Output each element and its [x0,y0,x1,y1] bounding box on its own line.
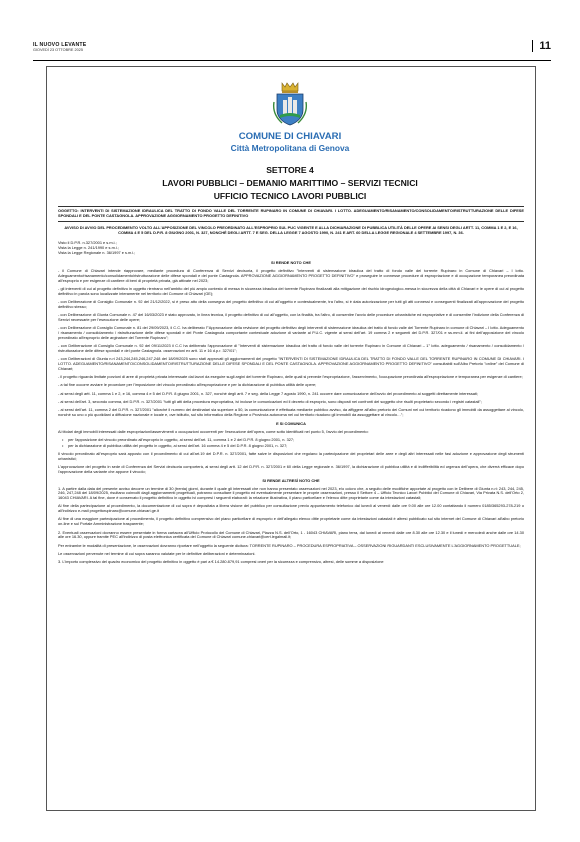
comunica-heading: E SI COMUNICA [276,420,306,426]
premise-paragraph: - con Deliberazione di Consiglio Comunale n. 92 del 21/12/2022, si è preso atto della consegna del progetto definitivo di cui all'oggetto e contestualmente, tra l'altro, si è data autorizzazione per tutti gli atti connessi e conseguenti finalizzati all'approvazione del progetto definitivo stesso; [58,299,524,310]
comunica-intro: Ai titolari degli immobili interessati dalle espropriazioni/asservimenti o occupazioni occorrenti per l'esecuzione dell'opera, come sotto identificati nel punto 5, l'avvio del procedimento: [58,428,369,434]
premise-paragraph: - con Deliberazione di Giunta Comunale n. 47 del 16/03/2023 è stato approvato, in linea tecnica, il progetto definitivo di cui all'oggetto, con la finalità, tra l'altro, di consentire l'avvio delle procedure urbanistiche ed espropriative e di consentire l'indizione della Conferenza di Servizi necessarie per l'esecuzione delle opere; [58,312,524,323]
masthead [33,42,551,66]
avviso-paragraph: AVVISO DI AVVIO DEL PROCEDIMENTO VOLTO ALL'APPOSIZIONE DEL VINCOLO PREORDINATO ALL'ESPROPRIO SUL PUC VIGENTE E ALLA DICHIARAZIONE DI PUBBLICA UTILITÀ DELLE OPERE AI SENSI DEGLI ARTT. 11, COMMA 1 E 2, E 16, COMMA 4 E 5 DEL D.P.R. 8 GIUGNO 2001, N. 327, NONCHÉ DEGLI ARTT. 7 E SEG. DELLA LEGGE 7 AGOSTO 1990, N. 241 E ART. 60 DELLA LEGGE REGIONALE 4 SETTEMBRE 1997, N. 36. [64,224,518,235]
notice-body [58,206,524,568]
citta-metropolitana: Città Metropolitana di Genova [230,143,350,153]
comunica-list [62,438,524,449]
premise-paragraph: - con Deliberazioni di Giunta n.ri 243,244,245,246,247,248 del 18/09/2025 sono stati approvati gli aggiornamenti del progetto "INTERVENTI DI SISTEMAZIONE IDRAULICA DEL TRATTO DI FONDO VALLE DEL TORRENTE RUPINARO IN COMUNE DI CHIAVARI. I LOTTO. ADEGUAMENTO/RISANAMENTO/CONSOLIDAMENTO/RISTRUTTURAZIONE DELLE DIFESE SPONDALI E DEL PONTE CASTAGNOLA. APPROVAZIONE AGGIORNAMENTO PROGETTO DEFINITIVO" consultabili sull'Albo Pretorio "online" del Comune di Chiavari; [58,356,524,372]
list-item: • per la dichiarazione di pubblica utilità del progetto in oggetto, ai sensi dell'art. 16 comma 4 e 5 del D.P.R. 8 giugno 2001, n. 327; [62,444,524,449]
settore-heading: SETTORE 4 [266,165,314,175]
premise-paragraph: - il Comune di Chiavari intende riapprovare, mediante procedura di Conferenza di Servizi decisoria, il progetto definitivo "Interventi di sistemazione idraulica del tratto di fondo valle del torrente Rupinaro in Comune di Chiavari – I lotto. Adeguamento/risanamento/consolidamento/ristrutturazione delle difese spondali e del ponte Castagnola. APPROVAZIONE AGGIORNAMENTO PROGETTO DEFINITIVO" e proseguire le connesse procedure di espropriazione e di occupazione temporanea preordinata all'esproprio e per esigenze di cantiere di beni di proprietà privata, già attivate nel 2023; [58,268,524,284]
premise-paragraph: - ai sensi dell'art. 11, comma 2 del D.P.R. n. 327/2001 "allorché il numero dei destinatari sia superiore a 50, la comunicazione è effettuata mediante pubblico avviso, da affiggere all'albo pretorio dei Comuni nel cui territorio ricadono gli immobili da assoggettare al vincolo, nonché su uno o più quotidiani a diffusione nazionale e locale e, ove istituito, sul sito informatico della Regione o Provincia autonoma nel cui territorio ricadono gli immobili da assoggettare al vincolo…"; [58,406,524,417]
page-number: 11 [532,40,551,52]
coat-of-arms-icon [272,80,308,127]
premise-paragraph: - ai sensi dell'art. 3, secondo comma, del D.P.R. n. 327/2001 "tutti gli atti della procedura espropriativa, ivi incluse le comunicazioni ed il decreto di esproprio, sono disposti nei confronti del soggetto che risulti proprietario secondo i registri catastali"; [58,398,482,404]
lavori-heading: LAVORI PUBBLICI – DEMANIO MARITTIMO – SERVIZI TECNICI [162,178,418,188]
visto-line: Vista la Legge n. 241/1990 e s.m.i.; [58,244,119,250]
ufficio-heading: UFFICIO TECNICO LAVORI PUBBLICI [213,191,367,201]
premise-paragraph: - a tal fine occorre avviare le procedure per l'imposizione del vincolo preordinato all'espropriazione e per la dichiarazione di pubblica utilità delle opere; [58,382,317,388]
visto-line: Vista la Legge Regionale n. 36/1997 e s.m.i.; [58,249,136,255]
point-paragraph: Le osservazioni pervenute nel termine di cui sopra saranno valutate per le definitive deliberazioni e determinazioni. [58,550,256,556]
point-paragraph: Per entrambe le modalità di presentazione, le osservazioni dovranno riportare nell'oggetto la seguente dicitura: TORRENTE RUPINARO – PROCEDURA ESPROPRIATIVA – OSSERVAZIONI RIGUARDANTI ESCLUSIVAMENTE L'AGGIORNAMENTO PROGETTUALE; [58,542,521,548]
point-paragraph: 3. L'importo complessivo del quadro economico del progetto definitivo in oggetto è pari a € 14.280.879,91 compresi oneri per la sicurezza e comprensivo, altresì, delle somme a disposizione [58,558,384,564]
list-item: • per l'apposizione del vincolo preordinato all'esproprio in oggetto, ai sensi dell'art. 11, comma 1 e 2 del D.P.R. 8 giugno 2001, n. 327; [62,438,524,443]
issue-date: GIOVEDÌ 23 OTTOBRE 2025 [33,48,83,52]
premise-paragraph: - ai sensi degli artt. 11, comma 1 e 2, e 16, comma 4 e 5 del D.P.R. 8 giugno 2001, n. 327, nonché degli artt. 7 e seg. della Legge 7 agosto 1990, n. 241 occorre dare comunicazione dell'avvio del procedimento ai soggetti direttamente interessati; [58,390,478,396]
premise-paragraph: - il progetto riguarda limitate porzioni di aree di proprietà privata interessate dai lavori da eseguire sugli argini del torrente Rupinaro, delle quali si prevede l'espropriazione, l'asservimento, l'occupazione preordinata all'espropriazione e temporanea per esigenze di cantiere; [58,374,523,380]
rende-noto-heading: SI RENDE NOTO CHE [271,260,311,266]
premise-paragraph: - con Deliberazione di Consiglio Comunale n. 81 del 29/09/2023, il C.C. ha deliberato l'"Approvazione della revisione del progetto definitivo degli interventi di sistemazione idraulica del tratto di fondo valle del Torrente Rupinaro in comune di Chiavari – I lotto. Adeguamento / risanamento / consolidamento / ristrutturazione delle difese spondali e del Ponte Castagnola comportante contestuale adozione di variante al P.U.C. vigente ai sensi dell'art. 19 comma 2 e seguenti del D.P.R. 327/01 e ss.mm.ii. ai fini dell'apposizione del vincolo preordinato all'esproprio delle arginature del Torrente Rupinaro"; [58,325,524,341]
masthead-rule [33,60,551,61]
approvazione-paragraph: L'approvazione del progetto in sede di Conferenza dei Servizi decisoria comporterà, ai sensi degli artt. 12 del D.P.R. n. 327/2001 e 60 della Legge regionale n. 36/1997, la dichiarazione di pubblica utilità e di indifferibilità ed urgenza dell'opera, che diverrà efficace dopo l'approvazione della variante che appone il vincolo; [58,463,524,474]
vincolo-paragraph: Il vincolo preordinato all'esproprio sarà apposto con il procedimento di cui all'art.19 del D.P.R. n. 327/2001, fatte salve le disposizioni che regolano la partecipazione dei proprietari delle aree e degli altri interessati nelle fasi adozione e approvazione degli strumenti urbanistici; [58,450,524,461]
visto-line: Visto il D.P.R. n.327/2001 e s.m.i.; [58,239,117,245]
point-paragraph: 1. A partire dalla data del presente avviso decorre un termine di 30 (trenta) giorni, durante il quale gli interessati che non hanno presentato osservazioni nel 2023, e/o coloro che, a seguito delle modifiche apportate al progetto con le Delibere di Giunta n.ri: 243, 244, 245, 246, 247,248 del 18/09/2025, risultano coinvolti dagli aggiornamenti progettuali, potranno consultare il progetto ed eventualmente presentare le proprie osservazioni, presso il Settore 4 – Ufficio Tecnico Lavori Pubblici del Comune di Chiavari, Via Privata N.S. dell'Orto 2, 16043 CHIAVARI. A tal fine, dove è conservato il progetto definitivo in oggetto ivi compresi i seguenti elaborati: la relazione illustrativa, il piano particellare e l'elenco ditte proprietarie come da intestazioni catastali; [58,485,524,501]
oggetto-paragraph: OGGETTO: INTERVENTI DI SISTEMAZIONE IDRAULICA DEL TRATTO DI FONDO VALLE DEL TORRENTE RUPINARO IN COMUNE DI CHIAVARI. I LOTTO. ADEGUAMENTO/RISANAMENTO/CONSOLIDAMENTO/RISTRUTTURAZIONE DELLE DIFESE SPONDALI E DEL PONTE CASTAGNOLA. APPROVAZIONE AGGIORNAMENTO PROGETTO DEFINITIVO [58,206,524,222]
premise-paragraph: - con Deliberazione di Consiglio Comunale n. 92 del 09/11/2023 il C.C ha deliberato l'approvazione di "Interventi di sistemazione idraulica del tratto di fondo valle del torrente Rupinaro in Comune di Chiavari – 1° lotto. adeguamento / risanamento / consolidamento / ristrutturazione delle difese spondali e del ponte Castagnola. osservazioni ex artt. 11 e 16 d.p.r. 327/01"; [58,343,524,354]
rende-noto-altresi-heading: SI RENDE ALTRESÌ NOTO CHE [262,477,320,483]
point-paragraph: Al fine di una maggiore partecipazione al procedimento, il progetto definitivo comprensivo del piano particellare di esproprio e dell'allegato elenco ditte proprietarie come da intestazioni catastali è altresì pubblicato sul sito internet del Comune di Chiavari all'albo pretorio on-line e sul Portale Amministrazione trasparente; [58,516,524,527]
comune-title: COMUNE DI CHIAVARI [238,131,342,142]
visti-block [58,241,524,256]
premise-paragraph: - gli interventi di cui al progetto definitivo in oggetto rientrano nell'ambito del più ampio contesto di messa in sicurezza idraulica del torrente Rupinaro finalizzati alla mitigazione del rischio idrogeologico-messa in sicurezza della città di Chiavari e le opere di cui al progetto definitivo in parola sono localizzate interamente nel territorio del Comune di Chiavari (GE); [58,286,524,297]
point-paragraph: Al fine della partecipazione al procedimento, la documentazione di cui sopra è depositata a libera visione del pubblico per consultazione previo appuntamento telefonico dal lunedì al venerdì dalle ore 9.00 alle ore 12.00 contattando il numero 0185/365293-278-219 o all'indirizzo e-mail progettorupinaro@comune.chiavari.ge.it [58,503,524,514]
newspaper-name: IL NUOVO LEVANTE [33,42,87,48]
point-paragraph: 2. Eventuali osservazioni dovranno essere presentate in forma cartacea all'Ufficio Protocollo del Comune di Chiavari, Piazza N.S. dell'Orto, 1 - 16043 CHIAVARI, piano terra, dal lunedì al venerdì dalle ore 8.30 alle ore 12.30 e il lunedì e mercoledì anche dalle ore 14.30 alle ore 16.30, oppure tramite PEC all'indirizzo di posta elettronica certificata del Comune di Chiavari comune.chiavari@cert.legalmail.it; [58,529,524,540]
